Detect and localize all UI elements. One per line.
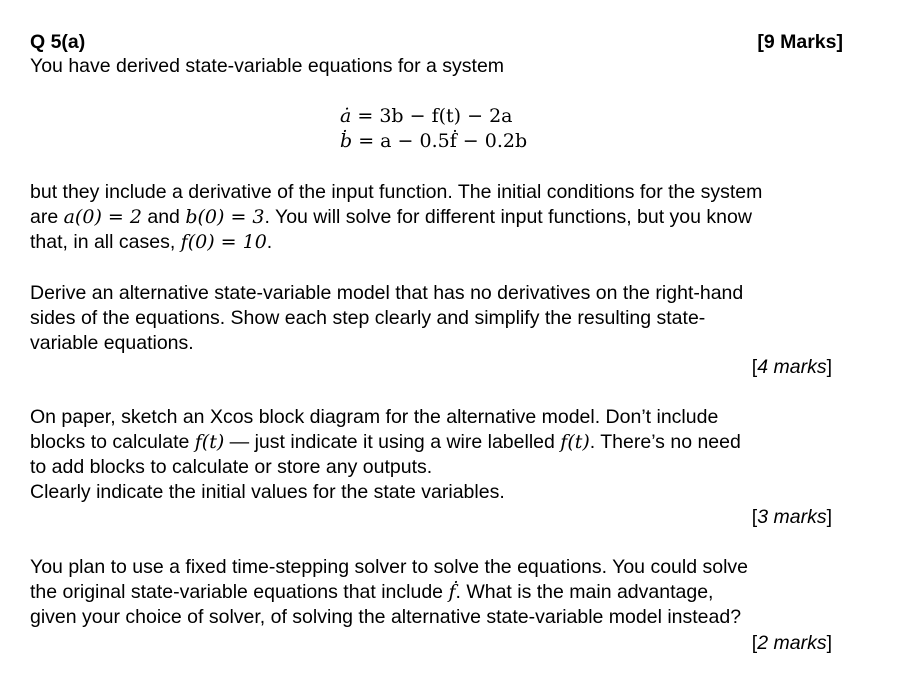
equation-block bbox=[340, 104, 670, 154]
marks-part1 bbox=[752, 355, 832, 380]
bracket-open: [ bbox=[751, 632, 758, 654]
p4-text: . What is the main advantage, bbox=[455, 581, 714, 603]
p3-text: . There’s no need bbox=[589, 431, 741, 453]
p3-text: blocks to calculate bbox=[30, 431, 195, 453]
bracket-open: [ bbox=[751, 356, 758, 378]
bracket-close: ] bbox=[826, 356, 832, 378]
p3-line3: to add blocks to calculate or store any outputs. bbox=[30, 456, 433, 478]
paragraph-solver bbox=[30, 555, 860, 630]
p4-text: the original state-variable equations that include bbox=[30, 581, 449, 603]
p2-line2: sides of the equations. Show each step clearly and simplify the resulting state- bbox=[30, 307, 706, 329]
p3-line1: On paper, sketch an Xcos block diagram for the alternative model. Don’t include bbox=[30, 406, 719, 428]
bracket-open: [ bbox=[751, 506, 758, 528]
eq2-lhs: ḃ bbox=[340, 130, 353, 152]
intro-line: You have derived state-variable equations for a system bbox=[30, 55, 505, 77]
p4-line3: given your choice of solver, of solving the alternative state-variable model instead? bbox=[30, 606, 742, 628]
eq2-rhs: = a − 0.5ḟ − 0.2b bbox=[352, 130, 528, 152]
p2-line1: Derive an alternative state-variable model that has no derivatives on the right-hand bbox=[30, 282, 744, 304]
p1-line1: but they include a derivative of the input function. The initial conditions for the system bbox=[30, 181, 763, 203]
paragraph-derive bbox=[30, 281, 860, 356]
p2-line3: variable equations. bbox=[30, 332, 194, 354]
marks-part2 bbox=[752, 505, 832, 530]
intro-text bbox=[30, 54, 860, 79]
eq1-lhs: ȧ bbox=[340, 105, 352, 127]
question-label: Q 5(a) bbox=[30, 31, 86, 53]
f0-expression: f(0) = 10 bbox=[180, 231, 267, 253]
ft-expression: f(t) bbox=[194, 431, 225, 453]
p1-text: and bbox=[141, 206, 186, 228]
marks-value: 4 marks bbox=[757, 356, 827, 378]
total-marks: [9 Marks] bbox=[757, 31, 843, 53]
a0-expression: a(0) = 2 bbox=[63, 206, 142, 228]
bracket-close: ] bbox=[826, 506, 832, 528]
equation-b-dot bbox=[340, 129, 670, 154]
p3-line4: Clearly indicate the initial values for the state variables. bbox=[30, 481, 505, 503]
eq1-rhs: = 3b − f(t) − 2a bbox=[351, 105, 513, 127]
ft-expression: f(t) bbox=[560, 431, 590, 453]
p4-line2 bbox=[30, 580, 860, 605]
p3-line2 bbox=[30, 430, 860, 455]
p1-text: . bbox=[266, 231, 273, 253]
p1-text: are bbox=[30, 206, 64, 228]
b0-expression: b(0) = 3 bbox=[185, 206, 265, 228]
paragraph-initial-conditions bbox=[30, 180, 860, 255]
p1-line3 bbox=[30, 230, 860, 255]
paragraph-xcos bbox=[30, 405, 860, 505]
marks-part3 bbox=[752, 631, 832, 656]
p1-text: that, in all cases, bbox=[30, 231, 181, 253]
p1-text: . You will solve for different input functions, but you know bbox=[264, 206, 752, 228]
p3-text: — just indicate it using a wire labelled bbox=[224, 431, 561, 453]
marks-value: 2 marks bbox=[757, 632, 827, 654]
fdot-expression: ḟ bbox=[448, 581, 456, 603]
marks-value: 3 marks bbox=[757, 506, 827, 528]
bracket-close: ] bbox=[826, 632, 832, 654]
equation-a-dot bbox=[340, 104, 670, 129]
p4-line1: You plan to use a fixed time-stepping solver to solve the equations. You could solve bbox=[30, 556, 749, 578]
p1-line2 bbox=[30, 205, 860, 230]
